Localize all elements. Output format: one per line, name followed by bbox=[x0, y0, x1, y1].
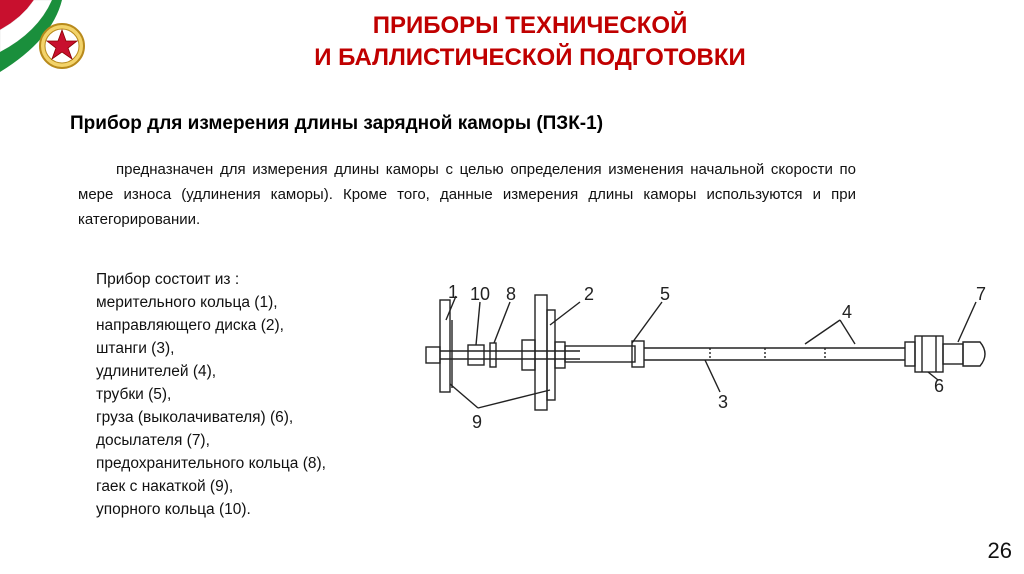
device-subtitle: Прибор для измерения длины зарядной каморы (ПЗК-1) bbox=[70, 113, 604, 134]
title-line-1: ПРИБОРЫ ТЕХНИЧЕСКОЙ bbox=[372, 12, 688, 39]
diagram-label-3: 3 bbox=[718, 392, 729, 412]
diagram-label-8: 8 bbox=[506, 284, 517, 304]
list-item: гаек с накаткой (9), bbox=[96, 478, 234, 495]
device-diagram bbox=[410, 280, 1000, 440]
emblem-logo bbox=[0, 0, 100, 80]
list-item: досылателя (7), bbox=[96, 432, 210, 449]
list-item: удлинителей (4), bbox=[96, 363, 217, 380]
diagram-label-10: 10 bbox=[470, 284, 491, 304]
diagram-label-1: 1 bbox=[448, 282, 459, 302]
diagram-label-6: 6 bbox=[934, 376, 945, 396]
list-item: штанги (3), bbox=[96, 340, 175, 357]
list-item: трубки (5), bbox=[96, 386, 172, 403]
diagram-label-2: 2 bbox=[584, 284, 595, 304]
diagram-label-9: 9 bbox=[472, 412, 483, 432]
diagram-label-5: 5 bbox=[660, 284, 671, 304]
diagram-label-4: 4 bbox=[842, 302, 853, 322]
list-item: мерительного кольца (1), bbox=[96, 294, 278, 311]
list-item: направляющего диска (2), bbox=[96, 317, 284, 334]
parts-heading: Прибор состоит из : bbox=[96, 271, 240, 288]
list-item: предохранительного кольца (8), bbox=[96, 455, 326, 472]
list-item: груза (выколачивателя) (6), bbox=[96, 409, 294, 426]
list-item: упорного кольца (10). bbox=[96, 501, 251, 518]
title-line-2: И БАЛЛИСТИЧЕСКОЙ ПОДГОТОВКИ bbox=[314, 44, 746, 71]
parts-list bbox=[96, 268, 326, 521]
device-description: предназначен для измерения длины каморы с целью определения изменения начальной скорости по мере износа (удлинения каморы). Кроме того, данные измерения длины каморы используются и при категорировании. bbox=[78, 161, 856, 228]
page-title bbox=[200, 10, 860, 74]
page-number: 26 bbox=[987, 538, 1012, 563]
diagram-label-7: 7 bbox=[976, 284, 987, 304]
